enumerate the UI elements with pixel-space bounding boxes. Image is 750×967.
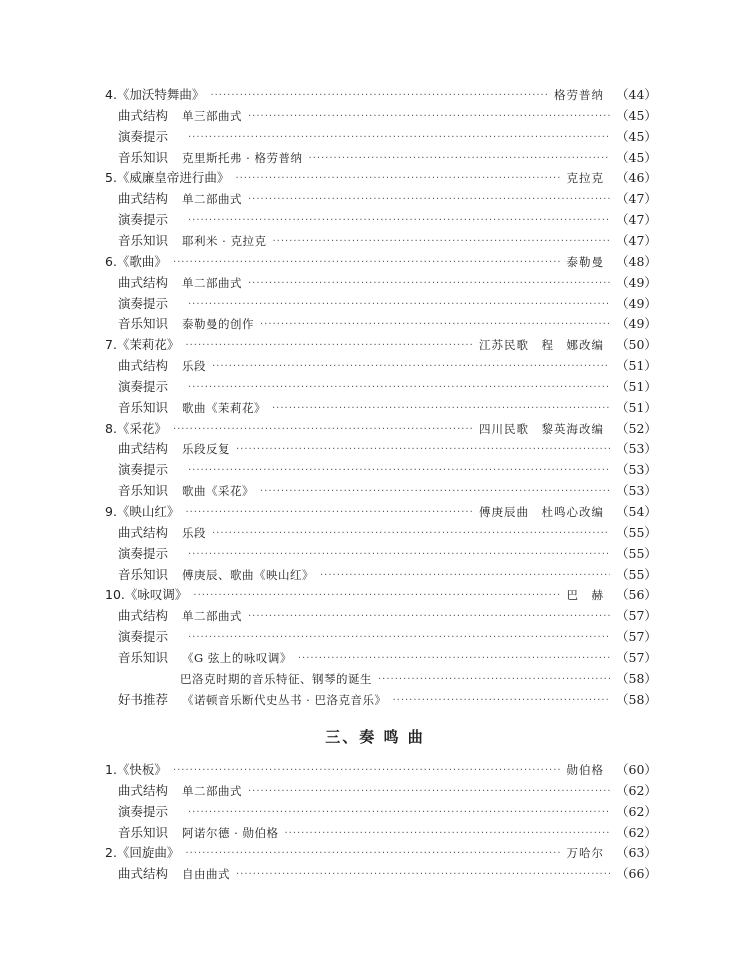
page-number: （51） <box>616 399 657 415</box>
dot-leader <box>272 231 610 251</box>
entry-label: 9.《映山红》 <box>105 504 180 519</box>
dot-leader <box>188 377 610 397</box>
toc-entry-title <box>105 843 657 863</box>
dot-leader <box>185 843 560 863</box>
entry-label: 演奏提示 <box>118 545 169 561</box>
entry-composer: 克拉克 <box>566 171 604 186</box>
entry-description: 单二部曲式 <box>182 275 242 290</box>
entry-label: 曲式结构 <box>118 274 169 290</box>
toc-entry-sub <box>118 106 657 126</box>
entry-composer: 四川民歌 黎英海改编 <box>479 421 604 436</box>
entry-description: 乐段反复 <box>182 442 230 457</box>
entry-label: 音乐知识 <box>118 649 169 665</box>
dot-leader <box>188 127 610 147</box>
page-number: （60） <box>616 762 657 777</box>
toc-entry-sub <box>118 231 657 251</box>
page-number: （53） <box>616 441 657 457</box>
page-number: （62） <box>616 803 657 819</box>
entry-label: 音乐知识 <box>118 316 169 332</box>
dot-leader <box>188 544 610 564</box>
toc-entry-sub <box>118 273 657 293</box>
entry-label: 演奏提示 <box>118 629 169 645</box>
toc-entry-sub <box>118 864 657 884</box>
dot-leader <box>308 148 610 168</box>
page-number: （52） <box>616 420 657 436</box>
dot-leader <box>185 502 473 522</box>
dot-leader <box>188 294 610 314</box>
entry-composer: 万哈尔 <box>566 846 604 861</box>
page-number: （45） <box>616 128 657 144</box>
page-number: （54） <box>616 504 657 519</box>
toc-entry-sub <box>118 189 657 209</box>
page-number: （63） <box>616 845 657 861</box>
page-number: （49） <box>616 316 657 332</box>
entry-description: 单三部曲式 <box>182 108 242 123</box>
entry-label: 演奏提示 <box>118 803 169 819</box>
entry-label: 1.《快板》 <box>105 762 167 777</box>
entry-description: 克里斯托弗 · 格劳普纳 <box>182 150 303 165</box>
section-title: 三、奏 鸣 曲 <box>325 728 425 746</box>
entry-label: 曲式结构 <box>118 107 169 123</box>
entry-label: 曲式结构 <box>118 782 169 798</box>
entry-description: 巴洛克时期的音乐特征、钢琴的诞生 <box>180 671 372 686</box>
entry-label: 10.《咏叹调》 <box>105 587 188 603</box>
toc-entry-sub <box>118 606 657 626</box>
dot-leader <box>185 335 473 355</box>
entry-label: 演奏提示 <box>118 128 169 144</box>
toc-entry-sub <box>118 823 657 843</box>
toc-entry-sub <box>118 690 657 710</box>
dot-leader <box>236 864 610 884</box>
dot-leader <box>235 168 560 188</box>
dot-leader <box>210 85 548 105</box>
entry-label: 7.《茉莉花》 <box>105 337 180 353</box>
entry-label: 好书推荐 <box>118 691 169 707</box>
toc-entry-sub <box>118 802 657 822</box>
entry-label: 5.《威廉皇帝进行曲》 <box>105 170 230 186</box>
toc-entry-sub <box>118 398 657 418</box>
toc-entry-sub <box>118 439 657 459</box>
entry-label: 演奏提示 <box>118 378 169 394</box>
dot-leader <box>173 760 561 780</box>
dot-leader <box>188 627 610 647</box>
dot-leader <box>188 460 610 480</box>
page-number: （58） <box>616 691 657 707</box>
dot-leader <box>248 781 610 801</box>
page-number: （45） <box>616 107 657 123</box>
dot-leader <box>236 439 610 459</box>
toc-entry-title <box>105 335 657 355</box>
dot-leader <box>188 802 610 822</box>
toc-entry-sub <box>118 544 657 564</box>
dot-leader <box>248 189 610 209</box>
page-number: （57） <box>616 649 657 665</box>
entry-composer: 巴 赫 <box>566 588 604 603</box>
entry-description: 乐段 <box>182 359 206 374</box>
toc-entry-sub <box>180 669 657 689</box>
toc-entry-sub <box>118 314 657 334</box>
page-number: （44） <box>616 87 657 102</box>
dot-leader <box>298 648 610 668</box>
entry-composer: 格劳普纳 <box>554 88 604 102</box>
toc-entry-sub <box>118 356 657 376</box>
toc-entry-sub <box>118 294 657 314</box>
toc-entry-sub <box>118 627 657 647</box>
entry-label: 音乐知识 <box>118 824 169 840</box>
dot-leader <box>272 398 610 418</box>
page-number: （51） <box>616 358 657 374</box>
entry-label: 曲式结构 <box>118 608 169 624</box>
dot-leader <box>248 106 610 126</box>
toc-entry-sub <box>118 481 657 501</box>
entry-label: 音乐知识 <box>118 399 169 415</box>
dot-leader <box>173 419 473 439</box>
entry-label: 6.《歌曲》 <box>105 253 167 269</box>
page-number: （62） <box>616 782 657 798</box>
toc-entry-sub <box>118 565 657 585</box>
entry-description: 耶利米 · 克拉克 <box>182 233 267 248</box>
toc-entry-title <box>105 419 657 439</box>
page-number: （53） <box>616 462 657 478</box>
entry-label: 音乐知识 <box>118 232 169 248</box>
toc-entry-title <box>105 585 657 605</box>
entry-description: 阿诺尔德 · 勋伯格 <box>182 825 279 840</box>
page-number: （56） <box>616 587 657 603</box>
page-number: （49） <box>616 274 657 290</box>
entry-description: 单二部曲式 <box>182 609 242 624</box>
dot-leader <box>248 273 610 293</box>
toc-entry-title <box>105 85 657 105</box>
page-number: （51） <box>616 378 657 394</box>
dot-leader <box>284 823 610 843</box>
toc-entry-sub <box>118 210 657 230</box>
entry-description: 《G 弦上的咏叹调》 <box>182 650 292 665</box>
page-number: （55） <box>616 545 657 561</box>
dot-leader <box>260 481 610 501</box>
entry-label: 演奏提示 <box>118 212 169 228</box>
dot-leader <box>392 690 610 710</box>
page-number: （57） <box>616 608 657 624</box>
toc-entry-sub <box>118 377 657 397</box>
page-number: （45） <box>616 149 657 165</box>
toc-entry-sub <box>118 781 657 801</box>
page-number: （57） <box>616 629 657 645</box>
entry-label: 音乐知识 <box>118 483 169 499</box>
entry-description: 泰勒曼的创作 <box>182 317 254 332</box>
entry-label: 演奏提示 <box>118 462 169 478</box>
toc-entry-title <box>105 502 657 522</box>
dot-leader <box>320 565 610 585</box>
toc-entry-sub <box>118 523 657 543</box>
entry-description: 歌曲《采花》 <box>182 484 254 499</box>
toc-entry-sub <box>118 127 657 147</box>
entry-label: 曲式结构 <box>118 441 169 457</box>
toc-entry-sub <box>118 460 657 480</box>
entry-composer: 江苏民歌 程 娜改编 <box>479 338 604 353</box>
entry-label: 8.《采花》 <box>105 420 167 436</box>
entry-label: 音乐知识 <box>118 566 169 582</box>
page-number: （55） <box>616 524 657 540</box>
entry-description: 单二部曲式 <box>182 783 242 798</box>
toc-entry-title <box>105 168 657 188</box>
entry-label: 2.《回旋曲》 <box>105 845 180 861</box>
toc-entry-title <box>105 760 657 780</box>
page-number: （50） <box>616 337 657 353</box>
dot-leader <box>193 585 560 605</box>
dot-leader <box>248 606 610 626</box>
page-number: （62） <box>616 824 657 840</box>
dot-leader <box>188 210 610 230</box>
dot-leader <box>378 669 610 689</box>
page-number: （49） <box>616 295 657 311</box>
entry-description: 自由曲式 <box>182 867 230 882</box>
entry-label: 曲式结构 <box>118 191 169 207</box>
page-number: （47） <box>616 212 657 228</box>
entry-composer: 傅庚辰曲 杜鸣心改编 <box>479 505 604 519</box>
entry-composer: 勋伯格 <box>566 763 604 777</box>
entry-composer: 泰勒曼 <box>566 254 604 269</box>
page-number: （48） <box>616 253 657 269</box>
entry-label: 曲式结构 <box>118 866 169 882</box>
dot-leader <box>212 523 610 543</box>
entry-label: 4.《加沃特舞曲》 <box>105 87 205 102</box>
dot-leader <box>260 314 610 334</box>
page-number: （53） <box>616 483 657 499</box>
entry-label: 曲式结构 <box>118 358 169 374</box>
page-number: （47） <box>616 191 657 207</box>
page-number: （55） <box>616 566 657 582</box>
page-number: （46） <box>616 170 657 186</box>
dot-leader <box>212 356 610 376</box>
entry-label: 演奏提示 <box>118 295 169 311</box>
page-number: （58） <box>616 670 657 686</box>
entry-label: 曲式结构 <box>118 524 169 540</box>
toc-entry-sub <box>118 648 657 668</box>
entry-description: 傅庚辰、歌曲《映山红》 <box>182 567 314 582</box>
dot-leader <box>173 252 561 272</box>
page-number: （47） <box>616 232 657 248</box>
entry-description: 歌曲《茉莉花》 <box>182 400 266 415</box>
toc-entry-sub <box>118 148 657 168</box>
entry-description: 《诺顿音乐断代史丛书 · 巴洛克音乐》 <box>182 692 387 707</box>
entry-description: 单二部曲式 <box>182 192 242 207</box>
entry-description: 乐段 <box>182 525 206 540</box>
toc-entry-title <box>105 252 657 272</box>
entry-label: 音乐知识 <box>118 149 169 165</box>
page-number: （66） <box>616 866 657 882</box>
